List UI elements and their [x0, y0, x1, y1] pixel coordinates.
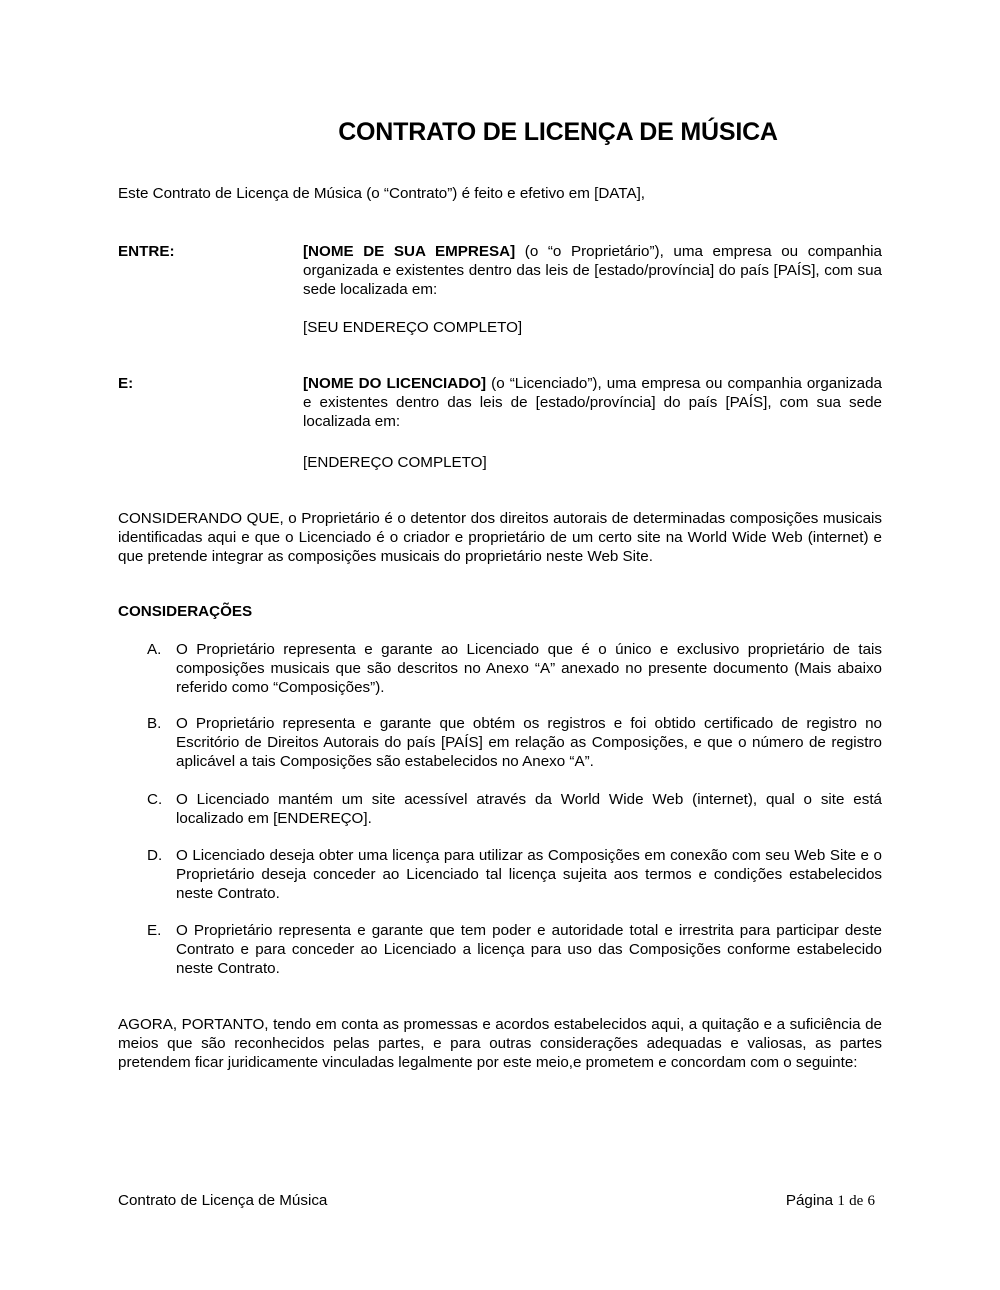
recital-c — [147, 790, 882, 828]
party-licensee-name: [NOME DO LICENCIADO] — [303, 375, 487, 392]
party-label-licensee: E: — [118, 375, 134, 392]
recital-text: O Proprietário representa e garante ao Licenciado que é o único e exclusivo proprietário de tais composições musicais que são descritos no Anexo “A” anexado no presente documento (Mais abaixo referido como “Composições”). — [176, 641, 882, 696]
recital-text: O Proprietário representa e garante que obtém os registros e foi obtido certificado de registro no Escritório de Direitos Autorais do país [PAÍS] em relação as Composições, e que o número de registro aplicável a tais Composições são estabelecidos no Anexo “A”. — [176, 715, 882, 770]
section-heading-considerations: CONSIDERAÇÕES — [118, 603, 253, 620]
party-licensee-address: [ENDEREÇO COMPLETO] — [303, 454, 487, 471]
recital-b — [147, 714, 882, 771]
recital-letter: E. — [147, 922, 162, 939]
recital-letter: D. — [147, 847, 163, 864]
party-licensee-text: (o “Licenciado”), uma empresa ou companhia organizada e existentes dentro das leis de [estado/província] do país [PAÍS], com sua sede localizada em: — [303, 375, 882, 430]
party-owner-text: (o “o Proprietário”), uma empresa ou companhia organizada e existentes dentro das leis de [estado/província] do país [PAÍS], com sua sede localizada em: — [303, 243, 882, 298]
footer-document-name: Contrato de Licença de Música — [118, 1192, 328, 1209]
recital-e — [147, 921, 882, 978]
party-licensee-description — [303, 374, 882, 431]
therefore-paragraph: AGORA, PORTANTO, tendo em conta as promessas e acordos estabelecidos aqui, a quitação e a suficiência de meios que são reconhecidos pelas partes, e para outras considerações adequadas e valiosas, as partes pretendem ficar juridicamente vinculadas legalmente por este meio,e prometem e concordam com o seguinte: — [118, 1016, 882, 1071]
recital-text: O Licenciado mantém um site acessível através da World Wide Web (internet), qual o site está localizado em [ENDEREÇO]. — [176, 791, 882, 827]
recital-letter: A. — [147, 641, 162, 658]
recital-text: O Licenciado deseja obter uma licença para utilizar as Composições em conexão com seu Web Site e o Proprietário deseja conceder ao Licenciado tal licença sujeita aos termos e condições estabelecidos neste Contrato. — [176, 847, 882, 902]
party-owner-name: [NOME DE SUA EMPRESA] — [303, 243, 516, 260]
whereas-paragraph: CONSIDERANDO QUE, o Proprietário é o detentor dos direitos autorais de determinadas composições musicais identificadas aqui e que o Licenciado é o criador e proprietário de um certo site na World Wide Web (internet) e que pretende integrar as composições musicais do proprietário neste Web Site. — [118, 510, 882, 565]
footer-page-of: de — [849, 1193, 864, 1209]
recital-letter: C. — [147, 791, 163, 808]
party-owner-description — [303, 242, 882, 299]
footer-page-number — [786, 1191, 875, 1211]
intro-paragraph: Este Contrato de Licença de Música (o “Contrato”) é feito e efetivo em [DATA], — [118, 185, 646, 202]
footer-page-total: 6 — [867, 1193, 875, 1209]
footer-page-current: 1 — [837, 1193, 845, 1209]
party-owner-address: [SEU ENDEREÇO COMPLETO] — [303, 319, 523, 336]
recital-d — [147, 846, 882, 903]
document-title: CONTRATO DE LICENÇA DE MÚSICA — [338, 118, 778, 146]
recital-a — [147, 640, 882, 697]
recital-letter: B. — [147, 715, 162, 732]
recital-text: O Proprietário representa e garante que tem poder e autoridade total e irrestrita para participar deste Contrato e para conceder ao Licenciado a licença para uso das Composições conforme estabelecido neste Contrato. — [176, 922, 882, 977]
party-label-owner: ENTRE: — [118, 243, 175, 260]
footer-page-label: Página — [785, 1192, 834, 1209]
